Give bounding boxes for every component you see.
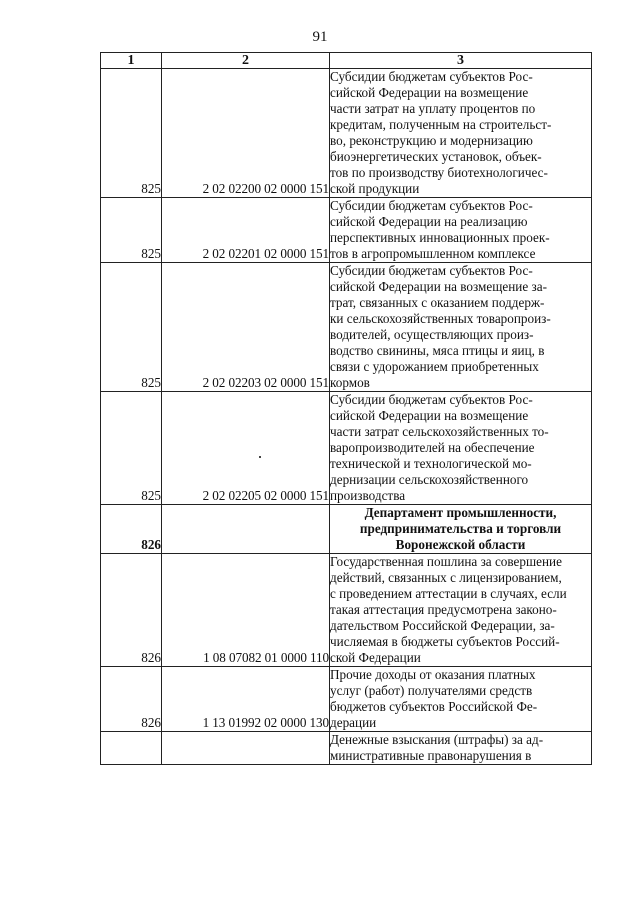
revenue-description bbox=[330, 263, 592, 392]
column-header-2: 2 bbox=[162, 53, 330, 69]
description-line: Воронежской области bbox=[395, 537, 526, 552]
revenue-code: 2 02 02205 02 0000 151 bbox=[162, 392, 330, 505]
description-line: части затрат на уплату процентов по bbox=[330, 101, 536, 116]
table-row bbox=[101, 732, 592, 765]
revenue-code: 1 08 07082 01 0000 110 bbox=[162, 554, 330, 667]
column-header-3: 3 bbox=[330, 53, 592, 69]
table-row bbox=[101, 554, 592, 667]
table-row bbox=[101, 505, 592, 554]
description-line: варопроизводителей на обеспечение bbox=[330, 440, 535, 455]
administrator-code: 825 bbox=[101, 198, 162, 263]
description-line: сийской Федерации на возмещение bbox=[330, 408, 529, 423]
description-line: кредитам, полученным на строительст- bbox=[330, 117, 552, 132]
revenue-description bbox=[330, 554, 592, 667]
description-line: числяемая в бюджеты субъектов Россий- bbox=[330, 634, 560, 649]
revenue-description bbox=[330, 69, 592, 198]
revenue-description bbox=[330, 392, 592, 505]
description-line: производства bbox=[330, 488, 406, 503]
description-line: тов в агропромышленном комплексе bbox=[330, 246, 536, 261]
description-line: ской Федерации bbox=[330, 650, 421, 665]
table-row bbox=[101, 69, 592, 198]
description-line: водство свинины, мяса птицы и яиц, в bbox=[330, 343, 545, 358]
description-line: кормов bbox=[330, 375, 370, 390]
description-line: Субсидии бюджетам субъектов Рос- bbox=[330, 263, 533, 278]
description-line: дательством Российской Федерации, за- bbox=[330, 618, 555, 633]
administrator-code: 825 bbox=[101, 69, 162, 198]
description-line: ки сельскохозяйственных товаропроиз- bbox=[330, 311, 551, 326]
revenue-code: 1 13 01992 02 0000 130 bbox=[162, 667, 330, 732]
column-header-1: 1 bbox=[101, 53, 162, 69]
description-line: ской продукции bbox=[330, 181, 420, 196]
description-line: предпринимательства и торговли bbox=[359, 521, 562, 536]
revenue-code: 2 02 02203 02 0000 151 bbox=[162, 263, 330, 392]
revenue-description bbox=[330, 198, 592, 263]
description-line: министративные правонарушения в bbox=[330, 748, 532, 763]
description-line: с проведением аттестации в случаях, если bbox=[330, 586, 567, 601]
description-line: Департамент промышленности, bbox=[364, 505, 557, 520]
revenue-code bbox=[162, 505, 330, 554]
description-line: дерации bbox=[330, 715, 377, 730]
department-heading bbox=[330, 505, 592, 554]
revenue-description bbox=[330, 667, 592, 732]
description-line: тов по производству биотехнологичес- bbox=[330, 165, 548, 180]
budget-classification-table bbox=[100, 52, 592, 765]
description-line: технической и технологической мо- bbox=[330, 456, 532, 471]
description-line: перспективных инновационных проек- bbox=[330, 230, 550, 245]
revenue-code: 2 02 02200 02 0000 151 bbox=[162, 69, 330, 198]
description-line: сийской Федерации на возмещение за- bbox=[330, 279, 547, 294]
description-line: сийской Федерации на реализацию bbox=[330, 214, 528, 229]
table-header-row bbox=[101, 53, 592, 69]
table-row bbox=[101, 667, 592, 732]
description-line: Субсидии бюджетам субъектов Рос- bbox=[330, 69, 533, 84]
description-line: Субсидии бюджетам субъектов Рос- bbox=[330, 198, 533, 213]
administrator-code: 826 bbox=[101, 554, 162, 667]
administrator-code: 826 bbox=[101, 667, 162, 732]
description-line: части затрат сельскохозяйственных то- bbox=[330, 424, 549, 439]
revenue-code bbox=[162, 732, 330, 765]
description-line: дернизации сельскохозяйственного bbox=[330, 472, 529, 487]
description-line: услуг (работ) получателями средств bbox=[330, 683, 533, 698]
administrator-code: 825 bbox=[101, 263, 162, 392]
revenue-description bbox=[330, 732, 592, 765]
description-line: Государственная пошлина за совершение bbox=[330, 554, 562, 569]
administrator-code: 826 bbox=[101, 505, 162, 554]
description-line: трат, связанных с оказанием поддерж- bbox=[330, 295, 545, 310]
description-line: действий, связанных с лицензированием, bbox=[330, 570, 562, 585]
scan-speck bbox=[259, 456, 261, 458]
description-line: Субсидии бюджетам субъектов Рос- bbox=[330, 392, 533, 407]
description-line: бюджетов субъектов Российской Фе- bbox=[330, 699, 538, 714]
description-line: связи с удорожанием приобретенных bbox=[330, 359, 539, 374]
revenue-code: 2 02 02201 02 0000 151 bbox=[162, 198, 330, 263]
administrator-code bbox=[101, 732, 162, 765]
description-line: такая аттестация предусмотрена законо- bbox=[330, 602, 557, 617]
description-line: во, реконструкцию и модернизацию bbox=[330, 133, 533, 148]
table-row bbox=[101, 198, 592, 263]
description-line: Денежные взыскания (штрафы) за ад- bbox=[330, 732, 544, 747]
page-number: 91 bbox=[312, 29, 328, 45]
description-line: биоэнергетических установок, объек- bbox=[330, 149, 542, 164]
description-line: водителей, осуществляющих произ- bbox=[330, 327, 534, 342]
table-row bbox=[101, 392, 592, 505]
table-body bbox=[101, 69, 592, 765]
table-row bbox=[101, 263, 592, 392]
description-line: Прочие доходы от оказания платных bbox=[330, 667, 536, 682]
description-line: сийской Федерации на возмещение bbox=[330, 85, 529, 100]
administrator-code: 825 bbox=[101, 392, 162, 505]
